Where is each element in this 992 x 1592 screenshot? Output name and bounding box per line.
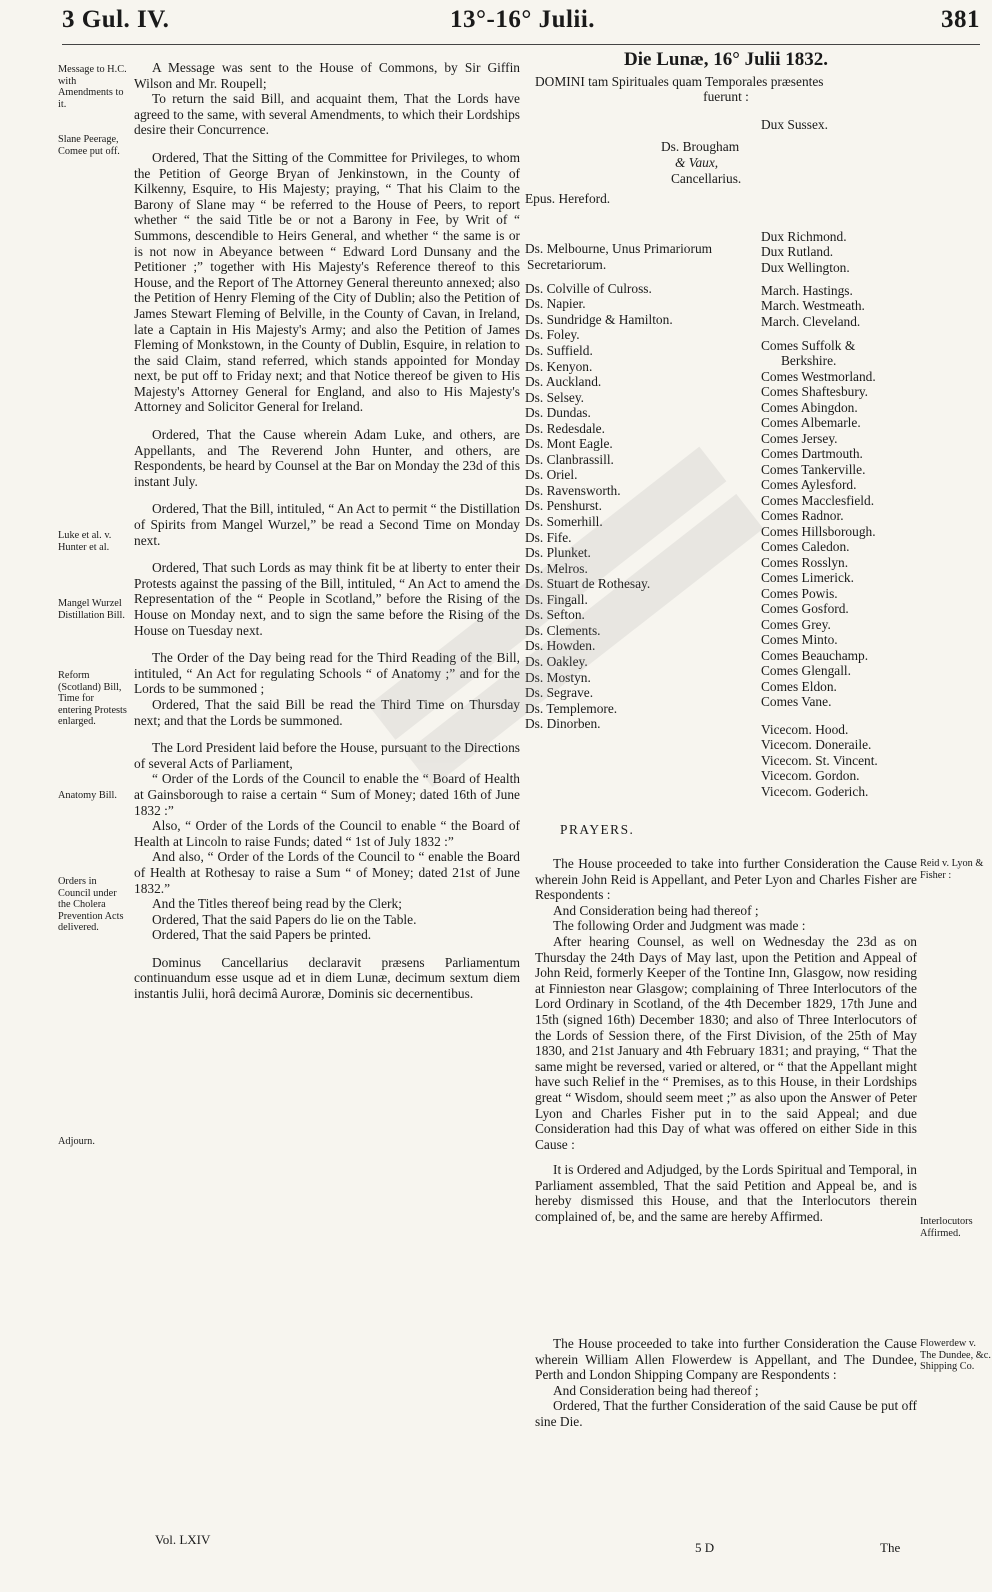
baron-name: Ds. Stuart de Rothesay. bbox=[525, 576, 651, 592]
peer-name: Comes Abingdon. bbox=[761, 399, 858, 415]
peer-name: Dux Wellington. bbox=[761, 259, 850, 275]
running-head-date: 13°-16° Julii. bbox=[450, 6, 596, 33]
reid-intro: The House proceeded to take into further Consideration the Cause wherein John Reid is Appellant, and Peter Lyon and Charles Fisher are Respondents : bbox=[535, 856, 917, 903]
peer-name: Comes Suffolk & bbox=[761, 337, 856, 353]
baron-name: Ds. Auckland. bbox=[525, 374, 602, 390]
peer-name: Comes Westmorland. bbox=[761, 368, 876, 384]
reform-paragraph: Ordered, That such Lords as may think fit be at liberty to enter their Protests against the passing of the Bill, intituled, “ An Act to amend the Representation of the “ People in Scotland,” before the Rising of the House on Monday next, and to sign the same before the Rising of the House on Tuesday next. bbox=[134, 560, 520, 638]
baron-name: Ds. Foley. bbox=[525, 327, 580, 343]
flowerdew-intro: The House proceeded to take into further Consideration the Cause wherein William Allen Flowerdew is Appellant, and The Dundee, Perth and London Shipping Company are Respondents : bbox=[535, 1336, 917, 1383]
margin-note-cholera: Orders in Council under the Cholera Prevention Acts delivered. bbox=[58, 876, 124, 933]
margin-note-flowerdew: Flowerdew v. The Dundee, &c. Shipping Co. bbox=[920, 1338, 991, 1372]
peer-name: Comes Limerick. bbox=[761, 570, 854, 586]
luke-paragraph: Ordered, That the Cause wherein Adam Luke, and others, are Appellants, and The Reverend John Hunter, and others, are Respondents, be heard by Counsel at the Bar on Monday the 23d of this instant July. bbox=[134, 427, 520, 489]
anatomy-paragraph: The Order of the Day being read for the Third Reading of the Bill, intituled, “ An Act for regulating Schools “ of Anatomy ;” and for the Lords to be summoned ; bbox=[134, 650, 520, 697]
luke-block bbox=[134, 427, 520, 489]
reform-block bbox=[134, 560, 520, 638]
melbourne-title: Secretariorum. bbox=[527, 256, 607, 272]
peer-name: Comes Aylesford. bbox=[761, 477, 857, 493]
peer-name: Comes Jersey. bbox=[761, 430, 838, 446]
margin-note-message: Message to H.C. with Amendments to it. bbox=[58, 64, 127, 110]
peer-name: Comes Beauchamp. bbox=[761, 647, 869, 663]
baron-name: Ds. Mostyn. bbox=[525, 669, 591, 685]
peer-name: March. Westmeath. bbox=[761, 298, 865, 314]
margin-note-slane: Slane Peerage, Comee put off. bbox=[58, 134, 120, 157]
baron-name: Ds. Mont Eagle. bbox=[525, 436, 613, 452]
margin-note-adjourn: Adjourn. bbox=[58, 1136, 95, 1147]
peer-name: Comes Radnor. bbox=[761, 508, 844, 524]
margin-note-mangel: Mangel Wurzel Distillation Bill. bbox=[58, 598, 125, 621]
peer-name: Comes Shaftesbury. bbox=[761, 384, 868, 400]
chancellor-title: Cancellarius. bbox=[671, 170, 742, 186]
domini-heading-cont: fuerunt : bbox=[703, 89, 749, 105]
baron-name: Ds. Sefton. bbox=[525, 607, 585, 623]
domini-heading: DOMINI tam Spirituales quam Temporales præsentes bbox=[535, 73, 824, 89]
flowerdew-case bbox=[535, 1336, 917, 1430]
peer-name: Comes Gosford. bbox=[761, 601, 849, 617]
baron-name: Ds. Penshurst. bbox=[525, 498, 603, 514]
peer-name: Vicecom. Hood. bbox=[761, 721, 849, 737]
cholera-paragraph: The Lord President laid before the House, pursuant to the Directions of several Acts of Parliament, bbox=[134, 740, 520, 771]
adjourn-block bbox=[134, 955, 520, 1002]
flowerdew-consideration: And Consideration being had thereof ; bbox=[553, 1382, 759, 1398]
baron-name: Ds. Colville of Culross. bbox=[525, 280, 652, 296]
slane-block bbox=[134, 150, 520, 415]
baron-name: Ds. Sundridge & Hamilton. bbox=[525, 311, 673, 327]
margin-note-anatomy: Anatomy Bill. bbox=[58, 790, 117, 801]
attendance-list bbox=[525, 113, 917, 799]
peer-name: Vicecom. St. Vincent. bbox=[761, 752, 878, 768]
volume-label: Vol. LXIV bbox=[155, 1532, 211, 1547]
baron-name: Ds. Howden. bbox=[525, 638, 596, 654]
page-number: 381 bbox=[941, 6, 980, 33]
margin-note-affirmed: Interlocutors Affirmed. bbox=[920, 1216, 973, 1239]
peer-name: Vicecom. Doneraile. bbox=[761, 737, 872, 753]
running-head-left: 3 Gul. IV. bbox=[62, 6, 170, 33]
baron-name: Ds. Plunket. bbox=[525, 545, 591, 561]
mangel-paragraph: Ordered, That the Bill, intituled, “ An Act to permit “ the Distillation of Spirits from Mangel Wurzel,” be read a Second Time on Monday next. bbox=[134, 501, 520, 548]
cholera-lie-on-table: Ordered, That the said Papers do lie on the Table. bbox=[152, 911, 417, 927]
peer-name: Berkshire. bbox=[781, 353, 837, 369]
anatomy-block bbox=[134, 650, 520, 728]
message-block bbox=[134, 60, 520, 138]
right-column bbox=[525, 49, 917, 799]
baron-name: Ds. Oriel. bbox=[525, 467, 578, 483]
cholera-titles-read: And the Titles thereof being read by the Clerk; bbox=[152, 896, 402, 912]
baron-name: Ds. Somerhill. bbox=[525, 514, 603, 530]
dux-sussex: Dux Sussex. bbox=[761, 116, 828, 132]
peer-name: Comes Albemarle. bbox=[761, 415, 861, 431]
reid-case bbox=[535, 856, 917, 1225]
peer-name: March. Hastings. bbox=[761, 282, 853, 298]
peer-name: Vicecom. Gordon. bbox=[761, 768, 860, 784]
baron-name: Ds. Kenyon. bbox=[525, 358, 593, 374]
flowerdew-order: Ordered, That the further Consideration of the said Cause be put off sine Die. bbox=[535, 1398, 917, 1429]
peer-name: Comes Caledon. bbox=[761, 539, 850, 555]
cholera-printed: Ordered, That the said Papers be printed. bbox=[152, 927, 372, 943]
margin-note-reid: Reid v. Lyon & Fisher : bbox=[920, 858, 984, 881]
melbourne: Ds. Melbourne, Unus Primariorum bbox=[525, 240, 713, 256]
chancellor-name-cont: & Vaux, bbox=[675, 154, 719, 170]
anatomy-order-paragraph: Ordered, That the said Bill be read the Third Time on Thursday next; and that the Lords be summoned. bbox=[134, 696, 520, 728]
reid-judgment-heading: The following Order and Judgment was made : bbox=[553, 918, 806, 934]
prayers-heading: PRAYERS. bbox=[560, 822, 635, 837]
cholera-order-gainsborough: “ Order of the Lords of the Council to enable the “ Board of Health at Gainsborough to raise a certain “ Sum of Money; dated 16th of June 1832 :” bbox=[134, 771, 520, 818]
signature-mark: 5 D bbox=[695, 1540, 715, 1555]
message-paragraph: A Message was sent to the House of Commons, by Sir Giffin Wilson and Mr. Roupell; bbox=[134, 60, 520, 91]
peer-name: Comes Glengall. bbox=[761, 663, 852, 679]
peer-name: Vicecom. Goderich. bbox=[761, 783, 869, 799]
peer-name: Comes Powis. bbox=[761, 585, 838, 601]
baron-name: Ds. Clements. bbox=[525, 622, 601, 638]
baron-name: Ds. Templemore. bbox=[525, 700, 618, 716]
reid-judgment: It is Ordered and Adjudged, by the Lords Spiritual and Temporal, in Parliament assembled, That the said Petition and Appeal be, and is hereby dismissed this House, and that the Interlocutors therein complained of, be, and the same are hereby Affirmed. bbox=[535, 1162, 917, 1225]
peer-name: Comes Eldon. bbox=[761, 678, 837, 694]
peer-name: Comes Dartmouth. bbox=[761, 446, 863, 462]
baron-name: Ds. Dundas. bbox=[525, 405, 591, 421]
peer-name: March. Cleveland. bbox=[761, 313, 861, 329]
peer-name: Comes Grey. bbox=[761, 616, 831, 632]
slane-paragraph: Ordered, That the Sitting of the Committee for Privileges, to whom the Petition of George Bryan of Jenkinstown, in the County of Kilkenny, Esquire, to His Majesty; praying, “ That his Claim to the Barony of Slane may “ be referred to the House of Peers, to report whether “ the said Title be or not a Barony in Fee, by Writ of “ Summons, descendible to Heirs General, and whether “ the same is or is not now in Abeyance between “ Edward Lord Dunsany and the Petitioner ;” together with His Majesty's Reference thereof to this House, and the Report of The Attorney General thereunto annexed; also the Petition of Henry Fleming of the City of Dublin; also the Petition of James Stewart Fleming of Belville, in the County of Cavan, in Ireland, late a Captain in His Majesty's Army; and also the Petition of James Fleming of Monkstown, in the County of Dublin, Esquire, in relation to the said Claim, stand referred, which stands appointed for Monday next, be put off to Friday next; and that Notice thereof be given to His Majesty's Attorney General for England, and also to His Majesty's Attorney and Solicitor General for Ireland. bbox=[134, 149, 520, 415]
baron-name: Ds. Selsey. bbox=[525, 389, 585, 405]
peer-name: Comes Vane. bbox=[761, 694, 832, 710]
baron-name: Ds. Melros. bbox=[525, 560, 588, 576]
baron-name: Ds. Clanbrassill. bbox=[525, 451, 614, 467]
peer-name: Dux Rutland. bbox=[761, 244, 834, 260]
peer-name: Comes Macclesfield. bbox=[761, 492, 875, 508]
baron-name: Ds. Napier. bbox=[525, 296, 586, 312]
adjourn-paragraph: Dominus Cancellarius declaravit præsens Parliamentum continuandum esse usque ad et in diem Lunæ, decimum sextum diem instantis Julii, horâ decimâ Auroræ, Dominis sic decernentibus. bbox=[134, 954, 520, 1002]
peer-name: Comes Hillsborough. bbox=[761, 523, 876, 539]
baron-name: Ds. Fingall. bbox=[525, 591, 588, 607]
peer-name: Comes Tankerville. bbox=[761, 461, 866, 477]
message-return-paragraph: To return the said Bill, and acquaint them, That the Lords have agreed to the same, with several Amendments, to which their Lordships desire their Concurrence. bbox=[134, 91, 520, 138]
margin-note-reform: Reform (Scotland) Bill, Time for entering Protests enlarged. bbox=[58, 670, 127, 727]
baron-name: Ds. Redesdale. bbox=[525, 420, 605, 436]
day-title: Die Lunæ, 16° Julii 1832. bbox=[624, 49, 828, 70]
left-column bbox=[134, 52, 520, 1014]
baron-name: Ds. Dinorben. bbox=[525, 716, 601, 732]
catchword: The bbox=[880, 1540, 901, 1555]
cholera-block bbox=[134, 740, 520, 943]
reid-hearing: After hearing Counsel, as well on Wednesday the 23d as on Thursday the 24th Days of May last, upon the Petition and Appeal of John Reid, formerly Keeper of the Tontine Inn, Glasgow, now residing at Finnieston near Glasgow; complaining of Three Interlocutors of the Lord Ordinary in Scotland, of the 4th December 1829, 17th June and 15th (signed 16th) December 1830; and also of Three Interlocutors of the Lords of Session there, of the First Division, of the 25th of May 1830, and 21st January and 4th February 1831; and praying, “ That the same might be reversed, varied or altered, or “ that the Appellant might have such Relief in the “ Premises, as to this House, in their Lordships great “ Wisdom, should seem meet ;” as also upon the Answer of Peter Lyon and Charles Fisher put in to the said Appeal; and due Consideration had this Day of what was offered on either Side in this Cause : bbox=[535, 933, 917, 1152]
peer-name: Comes Minto. bbox=[761, 632, 838, 648]
baron-name: Ds. Segrave. bbox=[525, 685, 594, 701]
peer-name: Comes Rosslyn. bbox=[761, 554, 849, 570]
margin-note-luke: Luke et al. v. Hunter et al. bbox=[58, 530, 112, 553]
baron-name: Ds. Oakley. bbox=[525, 653, 588, 669]
peer-name: Dux Richmond. bbox=[761, 228, 847, 244]
cholera-order-rothesay: And also, “ Order of the Lords of the Council to “ enable the Board of Health at Rothesay to raise a Sum “ of Money; dated 21st of June 1832.” bbox=[134, 849, 520, 896]
mangel-block bbox=[134, 501, 520, 548]
reid-consideration: And Consideration being had thereof ; bbox=[553, 902, 759, 918]
epus-hereford: Epus. Hereford. bbox=[525, 190, 611, 206]
baron-name: Ds. Suffield. bbox=[525, 342, 593, 358]
cholera-order-lincoln: Also, “ Order of the Lords of the Council to enable “ the Board of Health at Lincoln to raise Funds; dated “ 1st of July 1832 :” bbox=[134, 818, 520, 849]
header-rule bbox=[62, 44, 980, 45]
baron-name: Ds. Fife. bbox=[525, 529, 572, 545]
chancellor-name: Ds. Brougham bbox=[661, 138, 740, 154]
baron-name: Ds. Ravensworth. bbox=[525, 482, 621, 498]
